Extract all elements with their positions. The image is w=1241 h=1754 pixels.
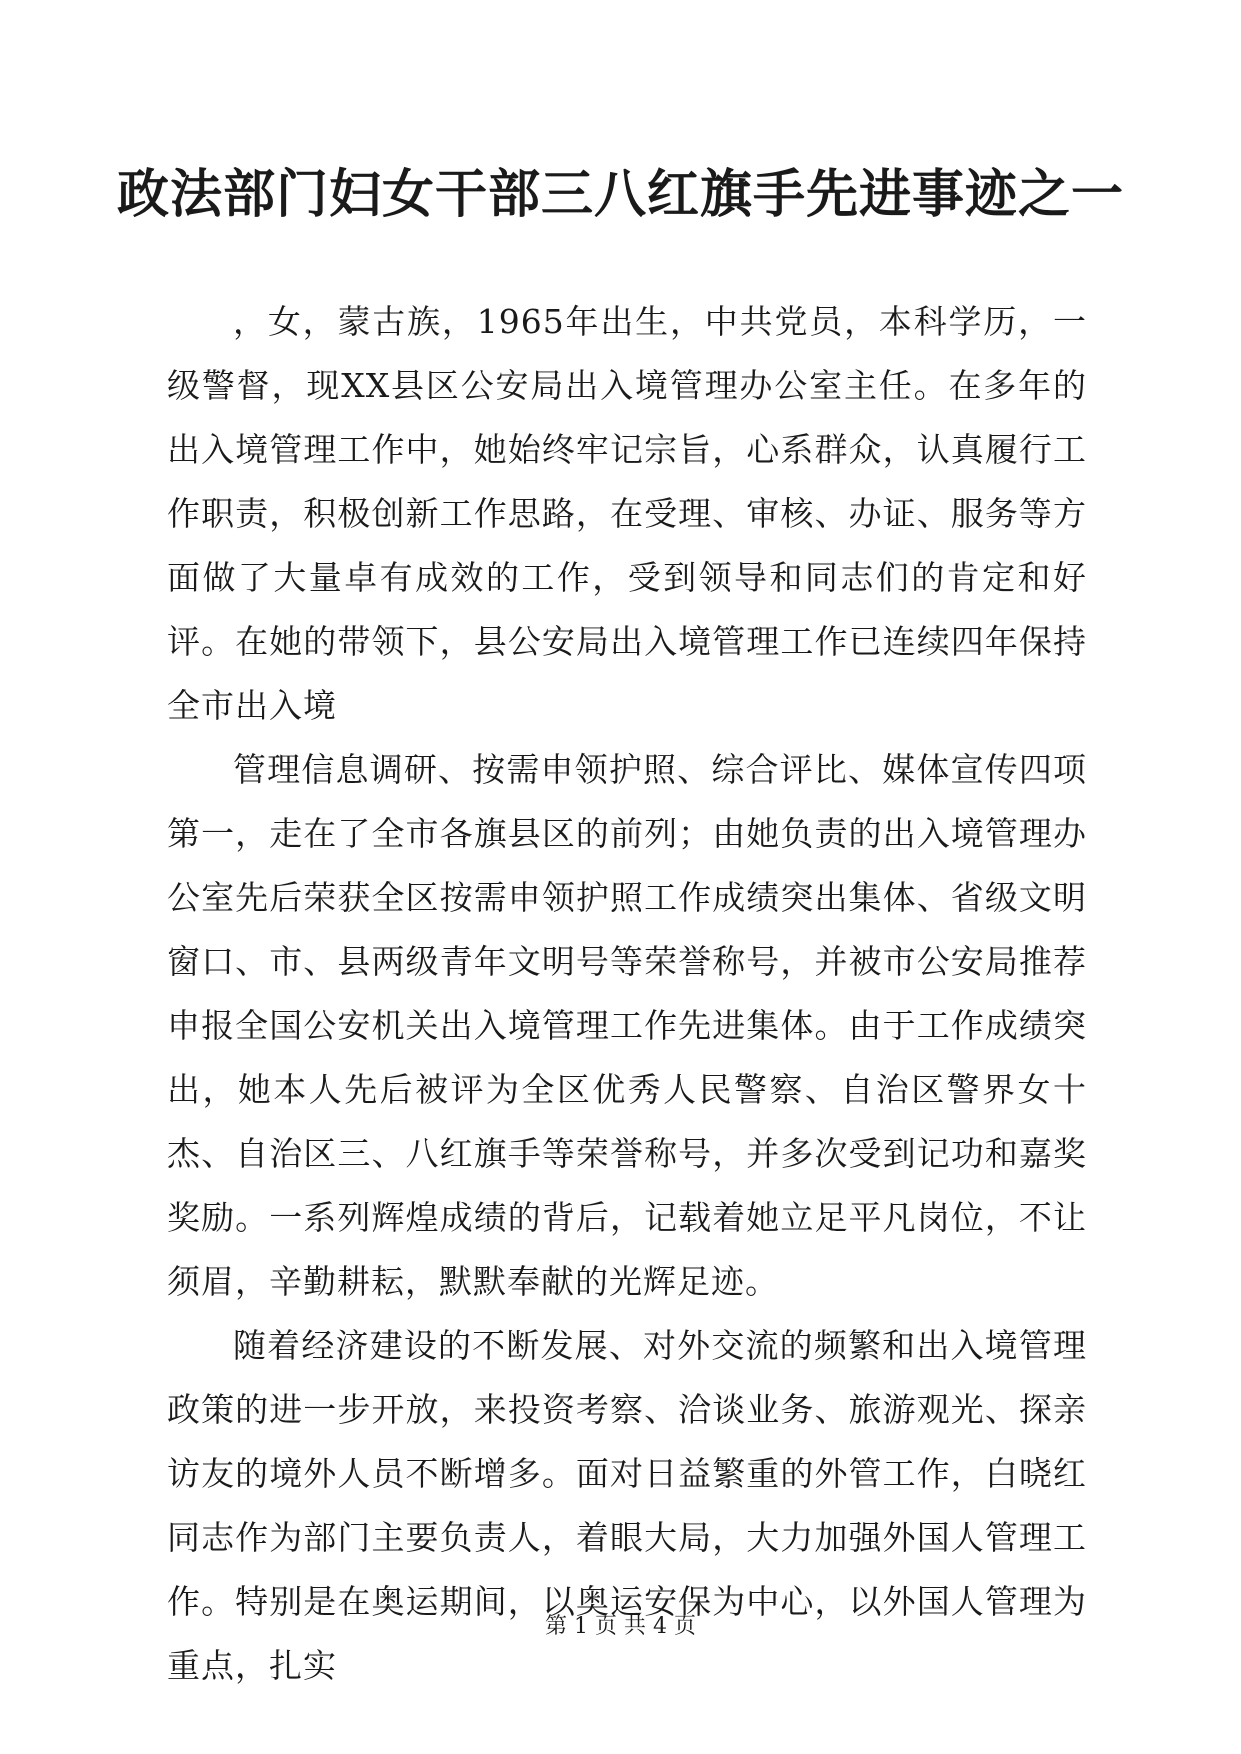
document-body	[167, 290, 1087, 1698]
paragraph: 管理信息调研、按需申领护照、综合评比、媒体宣传四项第一，走在了全市各旗县区的前列；由她负责的出入境管理办公室先后荣获全区按需申领护照工作成绩突出集体、省级文明窗口、市、县两级青年文明号等荣誉称号，并被市公安局推荐申报全国公安机关出入境管理工作先进集体。由于工作成绩突出，她本人先后被评为全区优秀人民警察、自治区警界女十杰、自治区三、八红旗手等荣誉称号，并多次受到记功和嘉奖奖励。一系列辉煌成绩的背后，记载着她立足平凡岗位，不让须眉，辛勤耕耘，默默奉献的光辉足迹。	[167, 750, 1087, 1301]
paragraph: ，女，蒙古族，1965年出生，中共党员，本科学历，一级警督，现XX县区公安局出入境管理办公室主任。在多年的出入境管理工作中，她始终牢记宗旨，心系群众，认真履行工作职责，积极创新工作思路，在受理、审核、办证、服务等方面做了大量卓有成效的工作，受到领导和同志们的肯定和好评。在她的带领下，县公安局出入境管理工作已连续四年保持全市出入境	[167, 302, 1087, 725]
page-footer: 第 1 页 共 4 页	[545, 1614, 696, 1639]
paragraph: 随着经济建设的不断发展、对外交流的频繁和出入境管理政策的进一步开放，来投资考察、洽谈业务、旅游观光、探亲访友的境外人员不断增多。面对日益繁重的外管工作，白晓红同志作为部门主要负责人，着眼大局，大力加强外国人管理工作。特别是在奥运期间，以奥运安保为中心，以外国人管理为重点，扎实	[167, 1326, 1087, 1685]
document-title: 政法部门妇女干部三八红旗手先进事迹之一	[116, 164, 1124, 225]
